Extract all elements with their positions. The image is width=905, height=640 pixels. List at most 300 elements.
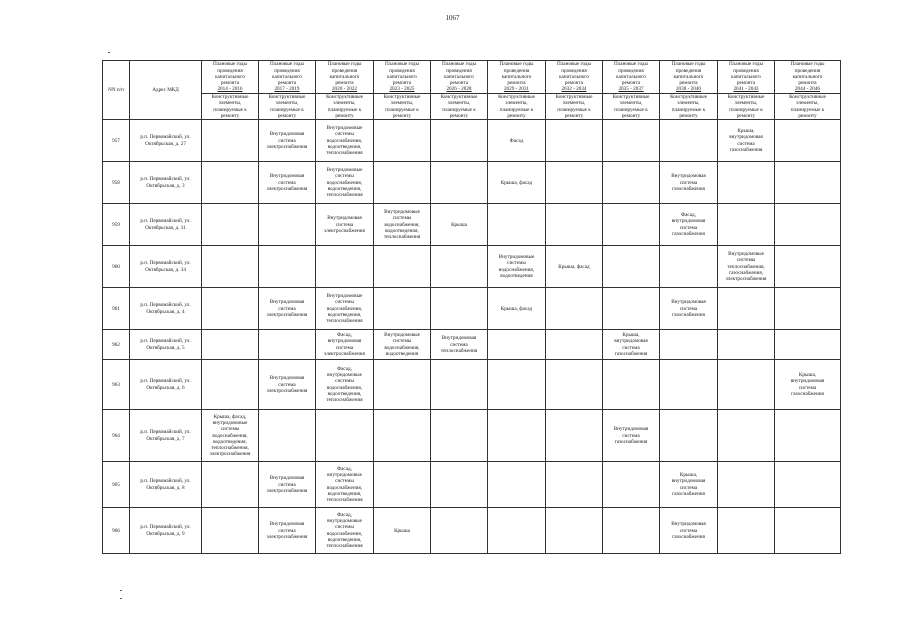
- repair-cell: [488, 288, 546, 330]
- cell-line: капитального: [673, 73, 704, 80]
- cell-line: ремонта: [507, 80, 526, 87]
- cell-line: планируемые к: [671, 106, 706, 113]
- cell-line: Фасад,: [680, 212, 696, 219]
- repair-cell: [202, 360, 259, 410]
- header-period-2026-2028: [431, 61, 488, 94]
- cell-line: система: [278, 179, 296, 186]
- cell-line: Конструктивные: [727, 94, 765, 100]
- cell-line: Октябрьская, д. 34: [145, 266, 186, 273]
- cell-line: ремонта: [449, 80, 469, 87]
- cell-line: Крыша, фасад: [558, 263, 590, 270]
- repair-cell: [488, 410, 546, 462]
- cell-line: электроснабжения: [209, 451, 251, 458]
- cell-line: система: [737, 140, 755, 147]
- row-address: [130, 410, 202, 462]
- header-subcaption: [202, 94, 259, 120]
- cell-line: внутридомовая: [671, 218, 706, 225]
- repair-cell: [431, 330, 488, 360]
- table-row: [103, 120, 841, 162]
- row-address: [130, 508, 202, 554]
- cell-line: ремонту: [449, 112, 469, 119]
- cell-line: внутридомовые: [327, 518, 362, 525]
- cell-line: Крыша,: [622, 332, 640, 339]
- cell-line: ремонта: [220, 80, 240, 87]
- cell-line: система: [278, 305, 296, 312]
- header-subcaption: [718, 94, 775, 120]
- cell-line: ремонта: [564, 80, 584, 87]
- repair-cell: [718, 330, 775, 360]
- repair-cell: [374, 508, 431, 554]
- cell-line: Внутридомовые: [498, 254, 535, 261]
- cell-line: Внутридомовая: [671, 521, 706, 528]
- repair-cell: [374, 162, 431, 204]
- cell-line: элементы,: [333, 100, 356, 107]
- period-range: 2044 - 2046: [794, 86, 821, 93]
- cell-line: Крыша,: [679, 472, 698, 479]
- cell-line: ремонту: [621, 112, 641, 119]
- cell-line: Плановые годы: [671, 61, 706, 68]
- row-number: 961: [103, 288, 130, 330]
- cell-line: Внутридомовая: [269, 521, 305, 528]
- repair-cell: [660, 360, 718, 410]
- cell-line: система: [335, 221, 354, 228]
- cell-line: капитального: [215, 73, 245, 80]
- cell-line: Внутридомовые: [326, 292, 363, 299]
- repair-cell: [546, 246, 603, 288]
- cell-line: водоотведения: [500, 272, 533, 279]
- cell-line: планируемые к: [385, 106, 419, 113]
- repair-cell: [775, 246, 841, 288]
- repair-cell: [718, 360, 775, 410]
- table-row: [103, 288, 841, 330]
- cell-line: Октябрьская, д. 3: [146, 182, 185, 189]
- cell-line: капитального: [616, 73, 646, 80]
- repair-cell: [488, 508, 546, 554]
- row-number: 959: [103, 204, 130, 246]
- header-period-2017-2019: [259, 61, 316, 94]
- repair-cell: [546, 360, 603, 410]
- repair-cell: [775, 204, 841, 246]
- cell-line: Крыша, фасад,: [213, 413, 247, 420]
- repair-cell: [374, 120, 431, 162]
- cell-line: р.п. Первомайский, ул.: [140, 302, 191, 309]
- repair-cell: [431, 288, 488, 330]
- repair-cell: [546, 410, 603, 462]
- cell-line: электроснабжения: [324, 350, 365, 357]
- cell-line: проведения: [733, 67, 759, 74]
- cell-line: Конструктивные: [670, 94, 707, 100]
- cell-line: проведения: [794, 67, 821, 74]
- cell-line: система: [450, 341, 468, 348]
- cell-line: Внутридомовая: [269, 375, 305, 382]
- cell-line: система: [278, 481, 296, 488]
- repair-cell: [775, 120, 841, 162]
- cell-line: электроснабжения: [266, 387, 308, 394]
- cell-line: ремонта: [679, 80, 698, 87]
- repair-cell: [202, 462, 259, 508]
- cell-line: система: [679, 484, 698, 491]
- repair-cell: [259, 204, 316, 246]
- cell-line: Плановые годы: [499, 61, 534, 68]
- scan-speck: [120, 598, 122, 599]
- repair-cell: [202, 162, 259, 204]
- cell-line: элементы,: [447, 100, 471, 107]
- cell-line: планируемые к: [729, 106, 763, 113]
- repair-cell: [431, 162, 488, 204]
- cell-line: Плановые годы: [556, 61, 592, 68]
- repair-cell: [431, 204, 488, 246]
- repair-cell: [718, 120, 775, 162]
- cell-line: водоотведения,: [213, 438, 247, 445]
- repair-cell: [259, 288, 316, 330]
- cell-line: внутридомовая: [729, 134, 763, 141]
- cell-line: система: [679, 179, 698, 186]
- cell-line: ремонту: [392, 112, 412, 119]
- repair-cell: [660, 246, 718, 288]
- repair-cell: [259, 162, 316, 204]
- row-address: [130, 246, 202, 288]
- cell-line: система: [679, 305, 698, 312]
- cell-line: теплоснабжения: [326, 318, 363, 325]
- cell-line: Крыша,: [737, 128, 755, 135]
- cell-line: Крыша: [451, 221, 467, 228]
- cell-line: капитального: [731, 73, 761, 80]
- repair-cell: [775, 508, 841, 554]
- repair-cell: [546, 120, 603, 162]
- header-period-2038-2040: [660, 61, 718, 94]
- cell-line: Внутридомовые: [728, 250, 764, 257]
- cell-line: капитального: [501, 73, 532, 80]
- cell-line: ремонта: [621, 80, 641, 87]
- cell-line: система: [798, 384, 817, 391]
- repair-cell: [259, 330, 316, 360]
- cell-line: планируемые к: [557, 106, 591, 113]
- cell-line: планируемые к: [499, 106, 534, 113]
- repair-cell: [259, 360, 316, 410]
- repair-cell: [259, 462, 316, 508]
- repair-cell: [259, 246, 316, 288]
- cell-line: элементы,: [218, 100, 242, 107]
- repair-cell: [660, 288, 718, 330]
- cell-line: системы: [736, 257, 756, 264]
- cell-line: ремонта: [736, 80, 756, 87]
- cell-line: р.п. Первомайский, ул.: [140, 429, 191, 436]
- cell-line: водоотведения,: [327, 185, 362, 192]
- header-subcaption: [431, 94, 488, 120]
- header-period-2044-2046: [775, 61, 841, 94]
- table-row: [103, 330, 841, 360]
- cell-line: Конструктивные: [268, 94, 306, 100]
- repair-cell: [718, 288, 775, 330]
- cell-line: водоснабжения,: [326, 384, 363, 391]
- header-subcaption: [660, 94, 718, 120]
- cell-line: системы: [335, 131, 354, 138]
- cell-line: электроснабжения: [266, 143, 308, 150]
- cell-line: ремонту: [220, 112, 240, 119]
- repair-cell: [660, 410, 718, 462]
- cell-line: проведения: [618, 67, 644, 74]
- repair-cell: [718, 162, 775, 204]
- row-address: [130, 120, 202, 162]
- cell-line: газоснабжения: [672, 185, 705, 192]
- table-row: [103, 360, 841, 410]
- cell-line: планируемые к: [327, 106, 362, 113]
- cell-line: теплоснабжения: [326, 543, 363, 550]
- repair-cell: [546, 508, 603, 554]
- cell-line: системы: [335, 378, 354, 385]
- repair-cell: [374, 204, 431, 246]
- cell-line: Внутридомовые: [326, 124, 363, 131]
- cell-line: Плановые годы: [728, 61, 764, 68]
- cell-line: Внутридомовая: [441, 335, 477, 342]
- cell-line: ремонту: [736, 112, 756, 119]
- period-range: 2014 - 2016: [217, 86, 243, 93]
- repair-cell: [316, 462, 374, 508]
- cell-line: элементы,: [796, 100, 819, 107]
- repair-cell: [431, 120, 488, 162]
- table-row: [103, 162, 841, 204]
- repair-cell: [431, 246, 488, 288]
- header-subcaption: [546, 94, 603, 120]
- cell-line: теплоснабжения,: [727, 263, 765, 270]
- repair-cell: [316, 246, 374, 288]
- period-range: 2032 - 2034: [561, 86, 587, 93]
- cell-line: капитального: [444, 73, 474, 80]
- repair-cell: [718, 462, 775, 508]
- repair-cell: [660, 462, 718, 508]
- cell-line: водоотведения,: [327, 143, 362, 150]
- cell-line: Фасад: [509, 137, 524, 144]
- cell-line: электроснабжения: [266, 533, 308, 540]
- cell-line: теплоснабжения: [326, 397, 363, 404]
- cell-line: Внутридомовая: [327, 215, 362, 222]
- row-address: [130, 288, 202, 330]
- period-range: 2020 - 2022: [331, 86, 358, 93]
- cell-line: Плановые годы: [327, 61, 362, 68]
- cell-line: водоотведения: [385, 350, 419, 357]
- cell-line: Внутридомовая: [671, 173, 706, 180]
- cell-line: Фасад,: [336, 332, 352, 339]
- repair-cell: [488, 360, 546, 410]
- header-subcaption: [374, 94, 431, 120]
- cell-line: газоснабжения: [672, 311, 705, 318]
- repair-cell: [546, 162, 603, 204]
- repair-cell: [718, 204, 775, 246]
- cell-line: водоснабжения,: [212, 432, 248, 439]
- cell-line: внутридомовые: [327, 372, 362, 379]
- cell-line: система: [335, 344, 354, 351]
- repair-cell: [603, 330, 660, 360]
- cell-line: теплоснабжения: [440, 347, 478, 354]
- cell-line: Конструктивные: [612, 94, 650, 100]
- row-address: [130, 360, 202, 410]
- cell-line: водоснабжения,: [326, 530, 363, 537]
- repair-cell: [374, 360, 431, 410]
- cell-line: система: [679, 527, 698, 534]
- repair-cell: [660, 120, 718, 162]
- cell-line: р.п. Первомайский, ул.: [140, 338, 191, 345]
- cell-line: ремонту: [507, 112, 526, 119]
- row-number: 964: [103, 410, 130, 462]
- repair-cell: [316, 204, 374, 246]
- cell-line: Плановые годы: [790, 61, 825, 68]
- row-address: [130, 462, 202, 508]
- header-subcaption: [488, 94, 546, 120]
- row-number: 958: [103, 162, 130, 204]
- cell-line: водоснабжения,: [326, 137, 363, 144]
- repair-cell: [775, 360, 841, 410]
- row-address: [130, 330, 202, 360]
- scan-speck: [108, 52, 110, 53]
- repair-cell: [488, 120, 546, 162]
- row-address: [130, 162, 202, 204]
- cell-line: Плановые годы: [613, 61, 649, 68]
- period-range: 2035 - 2037: [618, 86, 644, 93]
- cell-line: капитального: [272, 73, 302, 80]
- cell-line: проведения: [561, 67, 587, 74]
- cell-line: водоснабжения,: [326, 305, 363, 312]
- repair-cell: [488, 246, 546, 288]
- cell-line: Октябрьская, д. 31: [145, 224, 186, 231]
- header-period-2032-2034: [546, 61, 603, 94]
- cell-line: система: [622, 344, 640, 351]
- repair-cell: [202, 410, 259, 462]
- cell-line: системы: [335, 524, 354, 531]
- cell-line: Октябрьская, д. 7: [146, 435, 185, 442]
- cell-line: водоотведения,: [327, 490, 362, 497]
- cell-line: водоотведения,: [327, 390, 362, 397]
- repair-cell: [374, 410, 431, 462]
- repair-cell: [374, 288, 431, 330]
- header-address: Адрес МКД: [130, 61, 202, 120]
- cell-line: ремонту: [679, 112, 698, 119]
- cell-line: система: [278, 527, 296, 534]
- repair-cell: [316, 120, 374, 162]
- repair-cell: [374, 462, 431, 508]
- repair-cell: [202, 246, 259, 288]
- repair-cell: [488, 162, 546, 204]
- header-period-2029-2031: [488, 61, 546, 94]
- header-period-2023-2025: [374, 61, 431, 94]
- header-subcaption: [775, 94, 841, 120]
- cell-line: Октябрьская, д. 5: [146, 344, 185, 351]
- cell-line: система: [278, 381, 296, 388]
- period-range: 2026 - 2028: [446, 86, 472, 93]
- cell-line: Фасад,: [336, 465, 352, 472]
- cell-line: Октябрьская, д. 6: [146, 384, 185, 391]
- cell-line: системы: [335, 299, 354, 306]
- cell-line: внутридомовая: [614, 338, 648, 345]
- repair-cell: [775, 162, 841, 204]
- repair-cell: [775, 462, 841, 508]
- table-row: [103, 204, 841, 246]
- cell-line: системы: [392, 215, 412, 222]
- repair-cell: [259, 120, 316, 162]
- repair-cell: [202, 120, 259, 162]
- cell-line: система: [679, 224, 698, 231]
- cell-line: Внутридомовые: [384, 332, 420, 339]
- repair-cell: [431, 360, 488, 410]
- cell-line: Плановые годы: [441, 61, 477, 68]
- cell-line: Крыша, фасад: [500, 305, 533, 312]
- cell-line: электроснабжения: [266, 487, 308, 494]
- cell-line: внутридомовая: [671, 478, 706, 485]
- repair-cell: [316, 330, 374, 360]
- repair-cell: [316, 288, 374, 330]
- repair-cell: [775, 288, 841, 330]
- cell-line: Конструктивные: [326, 94, 363, 100]
- cell-line: Октябрьская, д. 4: [146, 308, 185, 315]
- cell-line: ремонта: [392, 80, 412, 87]
- repair-cell: [202, 288, 259, 330]
- cell-line: теплоснабжения: [326, 150, 363, 157]
- cell-line: Внутридомовая: [269, 299, 305, 306]
- header-subcaption: [259, 94, 316, 120]
- cell-line: ремонту: [798, 112, 817, 119]
- repair-cell: [660, 204, 718, 246]
- header-subcaption: [603, 94, 660, 120]
- repair-cell: [546, 330, 603, 360]
- cell-line: водоотведения,: [327, 311, 362, 318]
- cell-line: элементы,: [734, 100, 758, 107]
- cell-line: планируемые к: [442, 106, 476, 113]
- cell-line: проведения: [503, 67, 530, 74]
- cell-line: проведения: [675, 67, 702, 74]
- repair-cell: [431, 462, 488, 508]
- table-row: [103, 462, 841, 508]
- cell-line: капитального: [559, 73, 589, 80]
- repair-cell: [660, 330, 718, 360]
- cell-line: водоснабжения,: [384, 221, 420, 228]
- capital-repair-table: [102, 60, 841, 554]
- cell-line: планируемые к: [213, 106, 247, 113]
- cell-line: внутридомовая: [327, 338, 362, 345]
- cell-line: ремонта: [335, 80, 354, 87]
- cell-line: Внутридомовая: [671, 299, 706, 306]
- header-period-2014-2016: [202, 61, 259, 94]
- repair-cell: [603, 120, 660, 162]
- cell-line: внутридомовая: [790, 378, 825, 385]
- repair-cell: [259, 410, 316, 462]
- repair-cell: [316, 508, 374, 554]
- repair-cell: [718, 508, 775, 554]
- cell-line: р.п. Первомайский, ул.: [140, 176, 191, 183]
- repair-cell: [259, 508, 316, 554]
- row-number: 962: [103, 330, 130, 360]
- cell-line: газоснабжения: [672, 490, 705, 497]
- repair-cell: [603, 508, 660, 554]
- page-number: 1067: [445, 14, 460, 22]
- cell-line: Плановые годы: [212, 61, 248, 68]
- cell-line: теплоснабжения: [383, 234, 421, 241]
- cell-line: элементы,: [275, 100, 299, 107]
- cell-line: планируемые к: [270, 106, 304, 113]
- cell-line: Внутридомовые: [384, 208, 420, 215]
- repair-cell: [660, 508, 718, 554]
- cell-line: ремонта: [798, 80, 817, 87]
- cell-line: электроснабжения: [324, 227, 365, 234]
- cell-line: Октябрьская, д. 9: [146, 530, 185, 537]
- cell-line: р.п. Первомайский, ул.: [140, 524, 191, 531]
- cell-line: теплоснабжения: [326, 192, 363, 199]
- cell-line: планируемые к: [790, 106, 825, 113]
- cell-line: водоотведения,: [327, 536, 362, 543]
- table-row: [103, 508, 841, 554]
- cell-line: Конструктивные: [383, 94, 421, 100]
- cell-line: теплоснабжения,: [211, 445, 249, 452]
- cell-line: Октябрьская, д. 8: [146, 484, 185, 491]
- cell-line: проведения: [446, 67, 472, 74]
